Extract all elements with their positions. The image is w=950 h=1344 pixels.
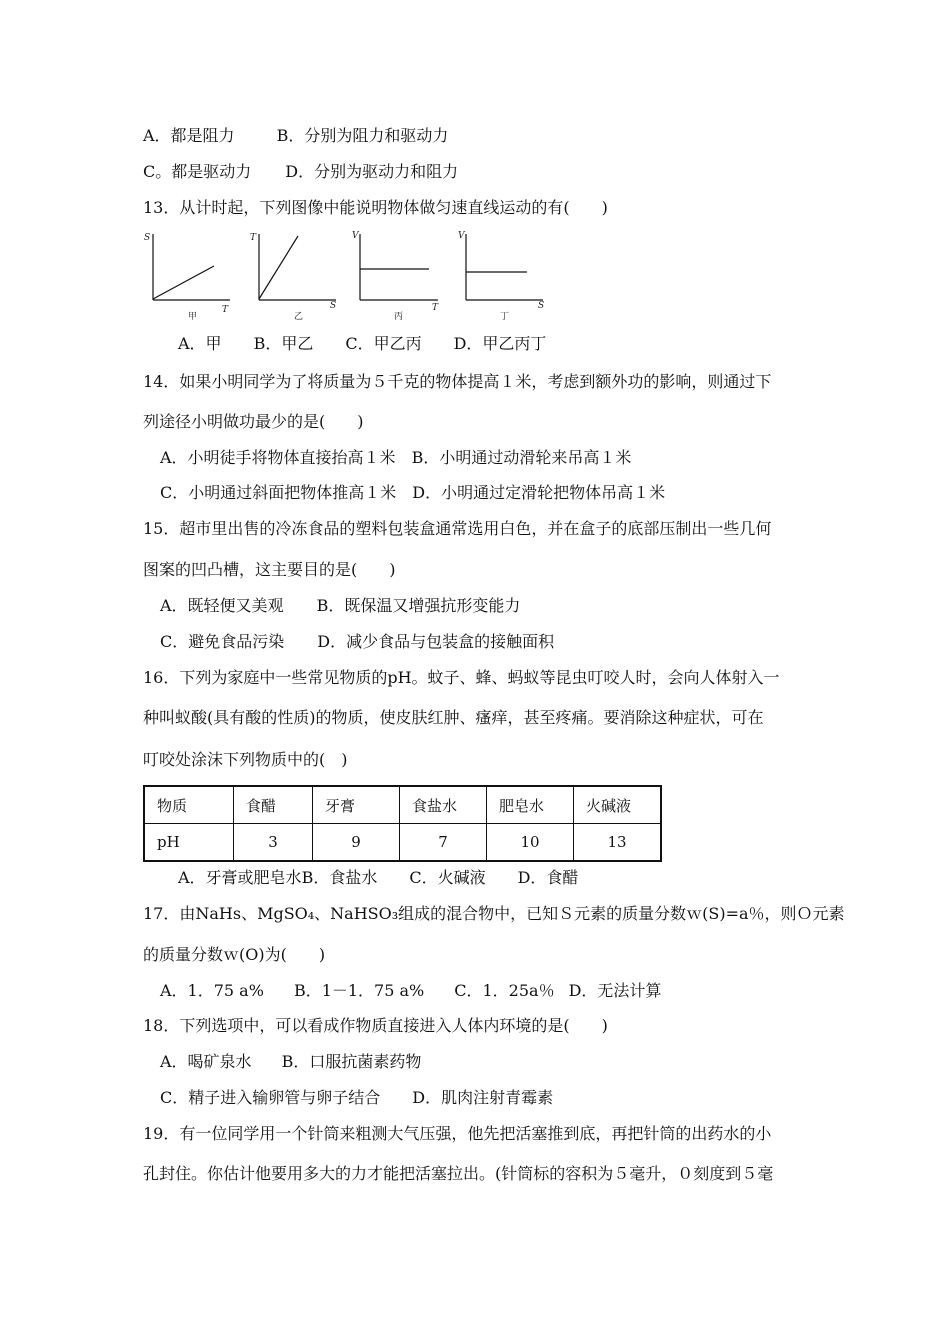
q17-options: [160, 981, 661, 1001]
q15-stem-line-1: 15．超市里出售的冷冻食品的塑料包装盒通常选用白色，并在盒子的底部压制出一些几何: [143, 519, 772, 538]
q15-option-d: D．减少食品与包装盒的接触面积: [317, 632, 555, 651]
q17-option-b: B．1－1．75 a%: [293, 981, 425, 1000]
q12-option-d: D．分别为驱动力和阻力: [285, 162, 459, 181]
q17-stem-line-2: 的质量分数ｗ(O)为( ): [143, 945, 326, 964]
q19-stem-line-1: 19．有一位同学用一个针筒来粗测大气压强，他先把活塞推到底，再把针筒的出药水的小: [143, 1124, 772, 1143]
graph-ding-x-label: S: [538, 301, 545, 311]
q14-option-c: C．小明通过斜面把物体推高１米: [160, 483, 397, 502]
q13-option-d: D．甲乙丙丁: [453, 334, 547, 353]
q13-option-c: C．甲乙丙: [345, 334, 422, 353]
q13-option-a: A．甲: [178, 334, 222, 353]
ph-table-cell: 肥皂水: [487, 786, 574, 824]
q12-options-row-2: [143, 162, 458, 182]
ph-table-cell: pH: [144, 824, 234, 862]
ph-table-cell: 食醋: [234, 786, 313, 824]
q17-option-d: D．无法计算: [568, 981, 662, 1000]
q13-stem: 13．从计时起，下列图像中能说明物体做匀速直线运动的有( ): [143, 198, 608, 217]
ph-table-cell: 3: [234, 824, 313, 862]
q15-option-b: B．既保温又增强抗形变能力: [316, 596, 521, 615]
ph-table-cell: 10: [487, 824, 574, 862]
graph-yi-x-label: S: [330, 301, 337, 311]
ph-table: [143, 785, 662, 862]
q14-options-row-2: [160, 483, 665, 503]
q15-option-a: A．既轻便又美观: [160, 596, 284, 615]
q12-option-c: C。都是驱动力: [143, 162, 252, 181]
graph-bing: [352, 231, 439, 322]
q14-stem-line-2: 列途径小明做功最少的是( ): [143, 412, 364, 431]
q16-stem-line-1: 16．下列为家庭中一些常见物质的pH。蚊子、蜂、蚂蚁等昆虫叮咬人时，会向人体射入一: [143, 668, 780, 687]
q18-option-d: D．肌肉注射青霉素: [412, 1088, 554, 1107]
q17-option-a: A．1．75 a%: [160, 981, 264, 1000]
graph-ding-caption: 丁: [500, 312, 510, 322]
q15-options-row-1: [160, 596, 520, 616]
q13-graphs: [138, 226, 558, 326]
q16-options: [178, 868, 578, 888]
q18-option-b: B．口服抗菌素药物: [281, 1052, 422, 1071]
q18-option-c: C．精子进入输卵管与卵子结合: [160, 1088, 381, 1107]
q14-option-a: A．小明徒手将物体直接抬高１米: [160, 448, 396, 467]
graph-jia-x-label: T: [222, 305, 229, 315]
q16-stem-line-3: 叮咬处涂沫下列物质中的( ): [143, 750, 348, 769]
graph-jia-line: [153, 266, 214, 299]
q16-option-d: D．食醋: [517, 868, 579, 887]
q15-options-row-2: [160, 632, 554, 652]
ph-table-value-row: [144, 824, 661, 862]
q16-option-a: A．牙膏或肥皂水: [178, 868, 302, 887]
ph-table-cell: 13: [574, 824, 662, 862]
ph-table-cell: 7: [400, 824, 487, 862]
q13-option-b: B．甲乙: [253, 334, 314, 353]
q17-option-c: C．1．25a％: [454, 981, 555, 1000]
q18-options-row-1: [160, 1052, 421, 1072]
q16-option-b: B．食盐水: [301, 868, 378, 887]
q18-options-row-2: [160, 1088, 553, 1108]
graph-bing-y-label: V: [352, 231, 359, 241]
q14-option-b: B．小明通过动滑轮来吊高１米: [411, 448, 632, 467]
q12-option-b: B．分别为阻力和驱动力: [276, 126, 449, 145]
ph-table-cell: 牙膏: [313, 786, 400, 824]
q12-options-row-1: [143, 126, 448, 146]
graph-ding-y-label: V: [458, 231, 465, 241]
graph-jia-caption: 甲: [188, 312, 198, 322]
q13-graphs-svg: [138, 226, 558, 326]
ph-table-cell: 9: [313, 824, 400, 862]
graph-yi: [250, 233, 336, 322]
ph-table-cell: 火碱液: [574, 786, 662, 824]
ph-table-cell: 食盐水: [400, 786, 487, 824]
q16-option-c: C．火碱液: [409, 868, 486, 887]
q15-option-c: C．避免食品污染: [160, 632, 285, 651]
graph-bing-caption: 丙: [394, 312, 404, 322]
q18-stem: 18．下列选项中，可以看成作物质直接进入人体内环境的是( ): [143, 1016, 608, 1035]
graph-bing-x-label: T: [432, 303, 439, 313]
q14-options-row-1: [160, 448, 631, 468]
q12-option-a: A．都是阻力: [143, 126, 235, 145]
q18-option-a: A．喝矿泉水: [160, 1052, 252, 1071]
q15-stem-line-2: 图案的凹凸槽，这主要目的是( ): [143, 560, 396, 579]
q14-option-d: D．小明通过定滑轮把物体吊高１米: [412, 483, 666, 502]
ph-table-header-row: [144, 786, 661, 824]
q14-stem-line-1: 14．如果小明同学为了将质量为５千克的物体提高１米，考虑到额外功的影响，则通过下: [143, 372, 772, 391]
graph-yi-caption: 乙: [294, 312, 304, 322]
graph-ding: [458, 231, 544, 322]
q13-options: [178, 334, 546, 354]
q17-stem-line-1: 17．由NaHs、MgSO₄、NaHSO₃组成的混合物中，已知Ｓ元素的质量分数ｗ(S)=a％，则Ｏ元素: [143, 904, 845, 923]
graph-yi-y-label: T: [250, 233, 257, 243]
graph-yi-line: [259, 236, 298, 299]
ph-table-cell: 物质: [144, 786, 234, 824]
q16-stem-line-2: 种叫蚁酸(具有酸的性质)的物质，使皮肤红肿、瘙痒，甚至疼痛。要消除这种症状，可在: [143, 708, 764, 727]
graph-jia: [144, 233, 230, 322]
graph-jia-y-label: S: [144, 233, 151, 243]
q19-stem-line-2: 孔封住。你估计他要用多大的力才能把活塞拉出。(针筒标的容积为５毫升，０刻度到５毫: [143, 1164, 774, 1183]
